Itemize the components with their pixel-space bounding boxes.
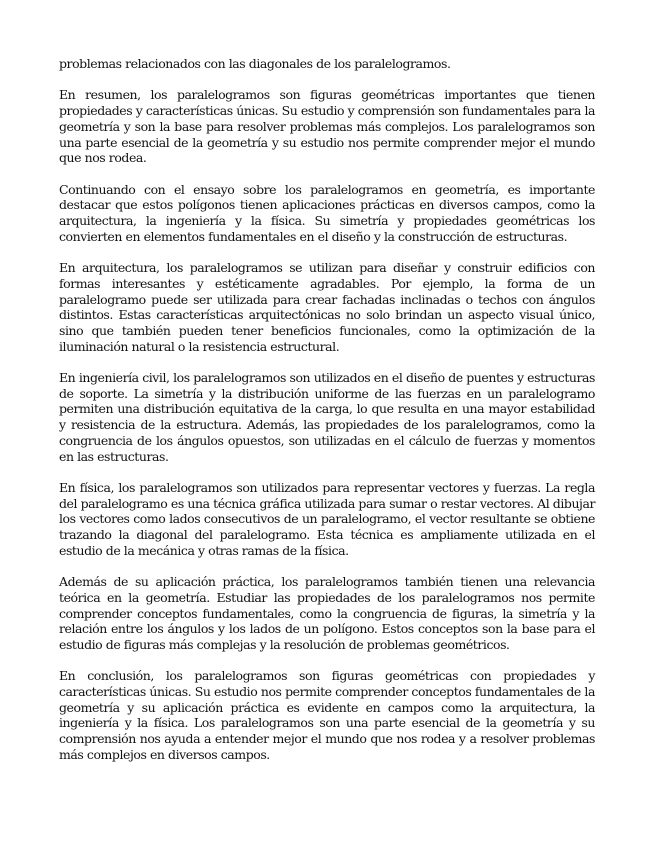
paragraph-resumen: En resumen, los paralelogramos son figuras geométricas importantes que tienen propiedades y características únicas. Su estudio y comprensión son fundamentales para la geometría y son la base para resolver problemas más complejos. Los paralelogramos son una parte esencial de la geometría y su estudio nos permite comprender mejor el mundo que nos rodea. bbox=[59, 87, 595, 166]
paragraph-arquitectura: En arquitectura, los paralelogramos se utilizan para diseñar y construir edificios con formas interesantes y estéticamente agradables. Por ejemplo, la forma de un paralelogramo puede ser utilizada para crear fachadas inclinadas o techos con ángulos distintos. Estas características arquitectónicas no solo brindan un aspecto visual único, sino que también pueden tener beneficios funcionales, como la optimización de la iluminación natural o la resistencia estructural. bbox=[59, 260, 595, 354]
paragraph-fisica: En física, los paralelogramos son utilizados para representar vectores y fuerzas. La regla del paralelogramo es una técnica gráfica utilizada para sumar o restar vectores. Al dibujar los vectores como lados consecutivos de un paralelogramo, el vector resultante se obtiene trazando la diagonal del paralelogramo. Esta técnica es ampliamente utilizada en el estudio de la mecánica y otras ramas de la física. bbox=[59, 479, 595, 558]
paragraph-ingenieria: En ingeniería civil, los paralelogramos son utilizados en el diseño de puentes y estructuras de soporte. La simetría y la distribución uniforme de las fuerzas en un paralelogramo permiten una distribución equitativa de la carga, lo que resulta en una mayor estabilidad y resistencia de la estructura. Además, las propiedades de los paralelogramos, como la congruencia de los ángulos opuestos, son utilizadas en el cálculo de fuerzas y momentos en las estructuras. bbox=[59, 370, 595, 464]
paragraph-aplicaciones: Continuando con el ensayo sobre los paralelogramos en geometría, es importante destacar que estos polígonos tienen aplicaciones prácticas en diversos campos, como la arquitectura, la ingeniería y la física. Su simetría y propiedades geométricas los convierten en elementos fundamentales en el diseño y la construcción de estructuras. bbox=[59, 181, 595, 244]
paragraph-conclusion: En conclusión, los paralelogramos son figuras geométricas con propiedades y características únicas. Su estudio nos permite comprender conceptos fundamentales de la geometría y su aplicación práctica es evidente en campos como la arquitectura, la ingeniería y la física. Los paralelogramos son una parte esencial de la geometría y su comprensión nos ayuda a entender mejor el mundo que nos rodea y a resolver problemas más complejos en diversos campos. bbox=[59, 668, 595, 762]
document-page bbox=[59, 56, 595, 778]
paragraph-relevancia-teorica: Además de su aplicación práctica, los paralelogramos también tienen una relevancia teórica en la geometría. Estudiar las propiedades de los paralelogramos nos permite comprender conceptos fundamentales, como la congruencia de figuras, la simetría y la relación entre los ángulos y los lados de un polígono. Estos conceptos son la base para el estudio de figuras más complejas y la resolución de problemas geométricos. bbox=[59, 574, 595, 652]
paragraph-continuation: problemas relacionados con las diagonales de los paralelogramos. bbox=[59, 56, 451, 71]
